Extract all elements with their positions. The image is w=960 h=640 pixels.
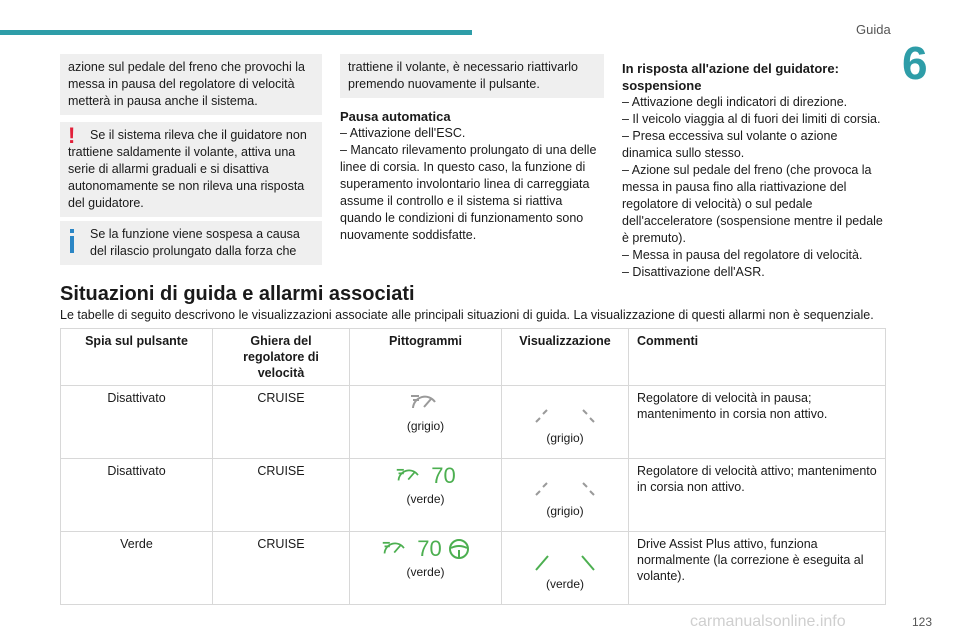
pausa-item: – Attivazione dell'ESC. <box>340 126 466 140</box>
column-header: Visualizzazione <box>502 329 629 386</box>
risposta-title: In risposta all'azione del guidatore: sospensione <box>622 61 839 93</box>
column-header: Commenti <box>629 329 886 386</box>
pausa-item: – Mancato rilevamento prolungato di una delle linee di corsia. In questo caso, la funzione di superamento involontario linea di carreggiata assume il controllo e il sistema si riattiva quando le condizioni di funzionamento sono nuovamente soddisfatte. <box>340 143 597 242</box>
watermark: carmanualsonline.info <box>690 613 846 630</box>
cell-comment: Drive Assist Plus attivo, funziona normalmente (la correzione è eseguita al volante). <box>629 532 886 605</box>
note-box-continued <box>340 54 604 98</box>
section-heading: Situazioni di guida e allarmi associati <box>60 283 415 305</box>
visualization-color-note: (grigio) <box>546 504 584 518</box>
table-header-row <box>61 329 886 386</box>
cell-ghiera: CRUISE <box>213 459 350 532</box>
lane-lines-grey-icon <box>530 400 600 426</box>
pictogram-color-note: (grigio) <box>406 419 445 433</box>
visualization-color-note: (grigio) <box>546 431 584 445</box>
steering-wheel-green-icon <box>448 538 470 560</box>
set-speed-value: 70 <box>431 463 456 488</box>
risposta-item: – Messa in pausa del regolatore di velocità. <box>622 248 863 262</box>
cell-comment: Regolatore di velocità in pausa; mantenimento in corsia non attivo. <box>629 386 886 459</box>
risposta-item: – Azione sul pedale del freno (che provoca la messa in pausa fino alla riattivazione del regolatore di velocità) o sul pedale dell'acceleratore (sospensione mentre il pedale è premuto). <box>622 163 883 245</box>
page-number: 123 <box>912 615 933 629</box>
cell-pictogram <box>350 459 502 532</box>
warning-text: Se il sistema rileva che il guidatore non trattiene saldamente il volante, attiva una serie di allarmi graduali e si disattiva autonomamente se non rileva una risposta del guidatore. <box>68 128 307 210</box>
visualization-color-note: (verde) <box>545 577 584 591</box>
cell-comment: Regolatore di velocità attivo; mantenimento in corsia non attivo. <box>629 459 886 532</box>
note-continued-text: trattiene il volante, è necessario riattivarlo premendo nuovamente il pulsante. <box>348 60 578 91</box>
risposta-item: – Presa eccessiva sul volante o azione dinamica sullo stesso. <box>622 129 838 160</box>
risposta-item: – Disattivazione dell'ASR. <box>622 265 765 279</box>
cell-pictogram <box>350 386 502 459</box>
section-label: Guida <box>856 22 891 37</box>
risposta-section <box>622 60 888 281</box>
note-box <box>60 54 322 115</box>
lane-lines-grey-icon <box>530 473 600 499</box>
situations-table <box>60 328 886 605</box>
cell-visualization <box>502 459 629 532</box>
info-box <box>60 221 322 265</box>
cell-pictogram <box>350 532 502 605</box>
column-header: Spia sul pulsante <box>61 329 213 386</box>
info-text: Se la funzione viene sospesa a causa del rilascio prolungato dalla forza che <box>90 227 300 258</box>
cell-spia: Disattivato <box>61 459 213 532</box>
table-row <box>61 532 886 605</box>
lane-lines-green-icon <box>530 546 600 572</box>
column-header: Pittogrammi <box>350 329 502 386</box>
warning-box <box>60 122 322 217</box>
set-speed-value: 70 <box>417 536 442 561</box>
cruise-control-grey-icon <box>409 392 443 414</box>
table-row <box>61 386 886 459</box>
cruise-control-green-icon <box>395 465 425 487</box>
pictogram-color-note: (verde) <box>406 492 445 506</box>
cell-visualization <box>502 532 629 605</box>
note-text: azione sul pedale del freno che provochi la messa in pausa del regolatore di velocità metterà in pausa anche il sistema. <box>68 60 305 108</box>
cell-visualization <box>502 386 629 459</box>
pausa-title: Pausa automatica <box>340 109 451 124</box>
cell-ghiera: CRUISE <box>213 386 350 459</box>
cell-spia: Disattivato <box>61 386 213 459</box>
warning-icon: ! <box>68 123 76 148</box>
chapter-number: 6 <box>902 37 928 89</box>
chapter-accent-bar <box>0 30 472 35</box>
cell-ghiera: CRUISE <box>213 532 350 605</box>
risposta-item: – Il veicolo viaggia al di fuori dei limiti di corsia. <box>622 112 881 126</box>
section-intro: Le tabelle di seguito descrivono le visualizzazioni associate alle principali situazioni di guida. La visualizzazione di questi allarmi non è sequenziale. <box>60 308 874 322</box>
cell-spia: Verde <box>61 532 213 605</box>
pausa-section <box>340 108 604 244</box>
risposta-item: – Attivazione degli indicatori di direzione. <box>622 95 848 109</box>
pictogram-color-note: (verde) <box>406 565 445 579</box>
column-header: Ghiera del regolatore di velocità <box>213 329 350 386</box>
table-row <box>61 459 886 532</box>
info-icon <box>70 229 74 253</box>
cruise-control-green-icon <box>381 538 411 560</box>
